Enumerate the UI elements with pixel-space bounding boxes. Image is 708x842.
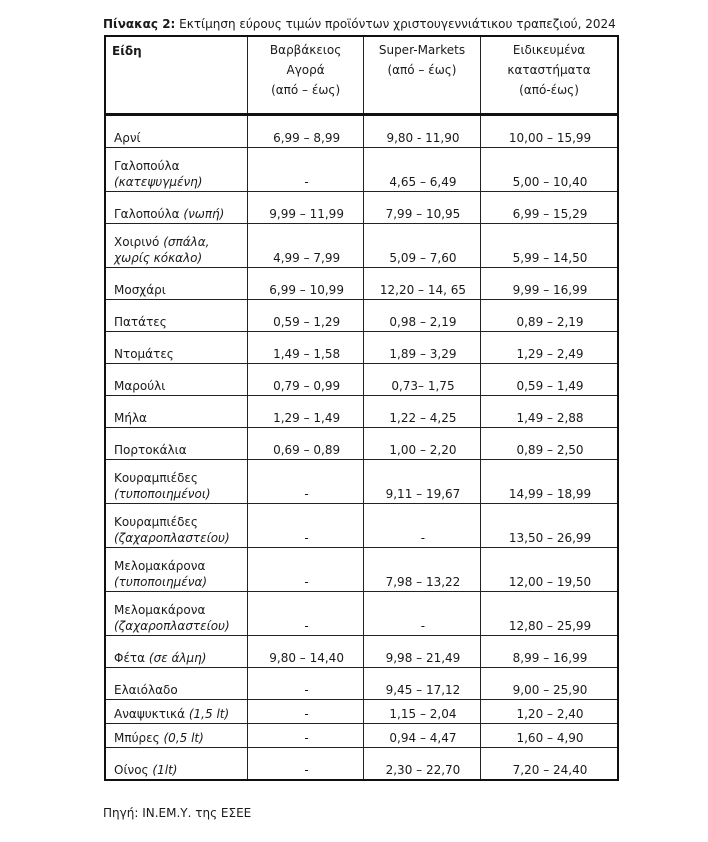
specialized-price: 1,29 – 2,49 <box>481 332 618 364</box>
item-name: Πατάτες <box>114 315 167 329</box>
header-varvakeios-line2: Αγορά <box>286 63 325 77</box>
header-specialized-line1: Ειδικευμένα <box>512 43 586 57</box>
table-row <box>105 300 618 332</box>
table-row <box>105 724 618 748</box>
item-name-cell <box>105 148 248 192</box>
item-name: Πορτοκάλια <box>114 443 187 457</box>
table-row <box>105 668 618 700</box>
supermarkets-price: 0,73– 1,75 <box>363 364 480 396</box>
table-caption <box>103 17 616 31</box>
item-note: (1,5 lt) <box>188 707 230 721</box>
supermarkets-price: 12,20 – 14, 65 <box>363 268 480 300</box>
item-name: Γαλοπούλα <box>114 159 180 173</box>
price-table <box>104 35 619 781</box>
table-row <box>105 592 618 636</box>
varvakeios-price: 0,79 – 0,99 <box>248 364 364 396</box>
specialized-price: 0,89 – 2,19 <box>481 300 618 332</box>
item-name-cell <box>105 224 248 268</box>
header-varvakeios-line1: Βαρβάκειος <box>269 43 342 57</box>
varvakeios-price: 6,99 – 8,99 <box>248 115 364 148</box>
supermarkets-price: - <box>363 592 480 636</box>
item-name-cell <box>105 636 248 668</box>
item-name: Χοιρινό <box>114 235 160 249</box>
supermarkets-price: 2,30 – 22,70 <box>363 748 480 781</box>
header-specialized <box>481 36 618 115</box>
item-name-cell <box>105 548 248 592</box>
supermarkets-price: 7,98 – 13,22 <box>363 548 480 592</box>
header-specialized-line2: καταστήματα <box>507 63 591 77</box>
caption-text: Εκτίμηση εύρους τιμών προϊόντων χριστουγεννιάτικου τραπεζιού, 2024 <box>175 17 616 31</box>
item-name-cell <box>105 504 248 548</box>
item-name: Αρνί <box>114 131 141 145</box>
varvakeios-price: 4,99 – 7,99 <box>248 224 364 268</box>
specialized-price: 1,20 – 2,40 <box>481 700 618 724</box>
item-name: Μήλα <box>114 411 147 425</box>
item-note: (0,5 lt) <box>163 731 204 745</box>
table-row <box>105 396 618 428</box>
table-row <box>105 192 618 224</box>
table-row <box>105 548 618 592</box>
specialized-price: 0,59 – 1,49 <box>481 364 618 396</box>
specialized-price: 10,00 – 15,99 <box>481 115 618 148</box>
item-name-cell <box>105 724 248 748</box>
table-row <box>105 268 618 300</box>
varvakeios-price: 0,69 – 0,89 <box>248 428 364 460</box>
header-supermarkets <box>363 36 480 115</box>
supermarkets-price: 5,09 – 7,60 <box>363 224 480 268</box>
table-row <box>105 332 618 364</box>
specialized-price: 14,99 – 18,99 <box>481 460 618 504</box>
varvakeios-price: - <box>248 724 364 748</box>
item-name-cell <box>105 460 248 504</box>
header-varvakeios-range: (από – έως) <box>271 83 341 97</box>
item-note: (νωπή) <box>183 207 225 221</box>
supermarkets-price: 9,98 – 21,49 <box>363 636 480 668</box>
item-name: Μελομακάρονα <box>114 559 206 573</box>
specialized-price: 8,99 – 16,99 <box>481 636 618 668</box>
item-note: (τυποποιημένα) <box>114 575 208 589</box>
specialized-price: 6,99 – 15,29 <box>481 192 618 224</box>
supermarkets-price: - <box>363 504 480 548</box>
specialized-price: 7,20 – 24,40 <box>481 748 618 781</box>
item-name: Μπύρες <box>114 731 160 745</box>
varvakeios-price: - <box>248 504 364 548</box>
varvakeios-price: 6,99 – 10,99 <box>248 268 364 300</box>
item-name: Μοσχάρι <box>114 283 166 297</box>
header-item: Είδη <box>105 36 248 115</box>
varvakeios-price: 9,99 – 11,99 <box>248 192 364 224</box>
supermarkets-price: 1,22 – 4,25 <box>363 396 480 428</box>
supermarkets-price: 0,94 – 4,47 <box>363 724 480 748</box>
varvakeios-price: 1,29 – 1,49 <box>248 396 364 428</box>
header-supermarkets-range: (από – έως) <box>387 63 457 77</box>
specialized-price: 12,00 – 19,50 <box>481 548 618 592</box>
item-name-cell <box>105 332 248 364</box>
table-row <box>105 636 618 668</box>
header-specialized-range: (από-έως) <box>519 83 579 97</box>
supermarkets-price: 7,99 – 10,95 <box>363 192 480 224</box>
specialized-price: 5,00 – 10,40 <box>481 148 618 192</box>
header-row <box>105 36 618 115</box>
item-note: (1lt) <box>152 763 178 777</box>
varvakeios-price: - <box>248 592 364 636</box>
supermarkets-price: 1,89 – 3,29 <box>363 332 480 364</box>
item-name-cell <box>105 364 248 396</box>
table-row <box>105 364 618 396</box>
item-note-part2: χωρίς κόκαλο) <box>114 251 203 265</box>
supermarkets-price: 9,80 - 11,90 <box>363 115 480 148</box>
item-name-cell <box>105 668 248 700</box>
table-row <box>105 224 618 268</box>
item-name-cell <box>105 115 248 148</box>
specialized-price: 1,60 – 4,90 <box>481 724 618 748</box>
item-name-cell <box>105 396 248 428</box>
table-row <box>105 504 618 548</box>
source-note: Πηγή: ΙΝ.ΕΜ.Υ. της ΕΣΕΕ <box>103 806 252 820</box>
supermarkets-price: 1,15 – 2,04 <box>363 700 480 724</box>
varvakeios-price: 9,80 – 14,40 <box>248 636 364 668</box>
header-varvakeios <box>248 36 364 115</box>
item-name-cell <box>105 592 248 636</box>
item-note: (ζαχαροπλαστείου) <box>114 619 230 633</box>
item-name-cell <box>105 192 248 224</box>
item-name: Αναψυκτικά <box>114 707 186 721</box>
item-name: Κουραμπιέδες <box>114 471 198 485</box>
varvakeios-price: 0,59 – 1,29 <box>248 300 364 332</box>
supermarkets-price: 9,11 – 19,67 <box>363 460 480 504</box>
supermarkets-price: 0,98 – 2,19 <box>363 300 480 332</box>
varvakeios-price: - <box>248 700 364 724</box>
varvakeios-price: - <box>248 460 364 504</box>
item-name: Οίνος <box>114 763 149 777</box>
table-row <box>105 428 618 460</box>
header-supermarkets-line1: Super-Markets <box>378 43 466 57</box>
item-name: Κουραμπιέδες <box>114 515 198 529</box>
item-name: Φέτα <box>114 651 146 665</box>
specialized-price: 9,99 – 16,99 <box>481 268 618 300</box>
varvakeios-price: - <box>248 548 364 592</box>
table-row <box>105 115 618 148</box>
specialized-price: 13,50 – 26,99 <box>481 504 618 548</box>
specialized-price: 0,89 – 2,50 <box>481 428 618 460</box>
item-name: Γαλοπούλα <box>114 207 180 221</box>
item-name: Μελομακάρονα <box>114 603 206 617</box>
varvakeios-price: - <box>248 668 364 700</box>
caption-label: Πίνακας 2: <box>103 17 176 31</box>
item-note: (σε άλμη) <box>148 651 207 665</box>
item-name-cell <box>105 748 248 781</box>
varvakeios-price: - <box>248 148 364 192</box>
item-name-cell <box>105 700 248 724</box>
item-name-cell <box>105 428 248 460</box>
specialized-price: 1,49 – 2,88 <box>481 396 618 428</box>
item-note: (κατεψυγμένη) <box>114 175 203 189</box>
supermarkets-price: 4,65 – 6,49 <box>363 148 480 192</box>
specialized-price: 9,00 – 25,90 <box>481 668 618 700</box>
supermarkets-price: 1,00 – 2,20 <box>363 428 480 460</box>
item-note: (ζαχαροπλαστείου) <box>114 531 230 545</box>
specialized-price: 12,80 – 25,99 <box>481 592 618 636</box>
item-note: (τυποποιημένοι) <box>114 487 211 501</box>
item-name: Ελαιόλαδο <box>114 683 178 697</box>
item-name: Ντομάτες <box>114 347 174 361</box>
specialized-price: 5,99 – 14,50 <box>481 224 618 268</box>
table-row <box>105 700 618 724</box>
table-row <box>105 460 618 504</box>
item-name: Μαρούλι <box>114 379 166 393</box>
item-note-part1: (σπάλα, <box>163 235 210 249</box>
item-name-cell <box>105 300 248 332</box>
table-row <box>105 748 618 781</box>
item-name-cell <box>105 268 248 300</box>
varvakeios-price: - <box>248 748 364 781</box>
supermarkets-price: 9,45 – 17,12 <box>363 668 480 700</box>
varvakeios-price: 1,49 – 1,58 <box>248 332 364 364</box>
table-row <box>105 148 618 192</box>
